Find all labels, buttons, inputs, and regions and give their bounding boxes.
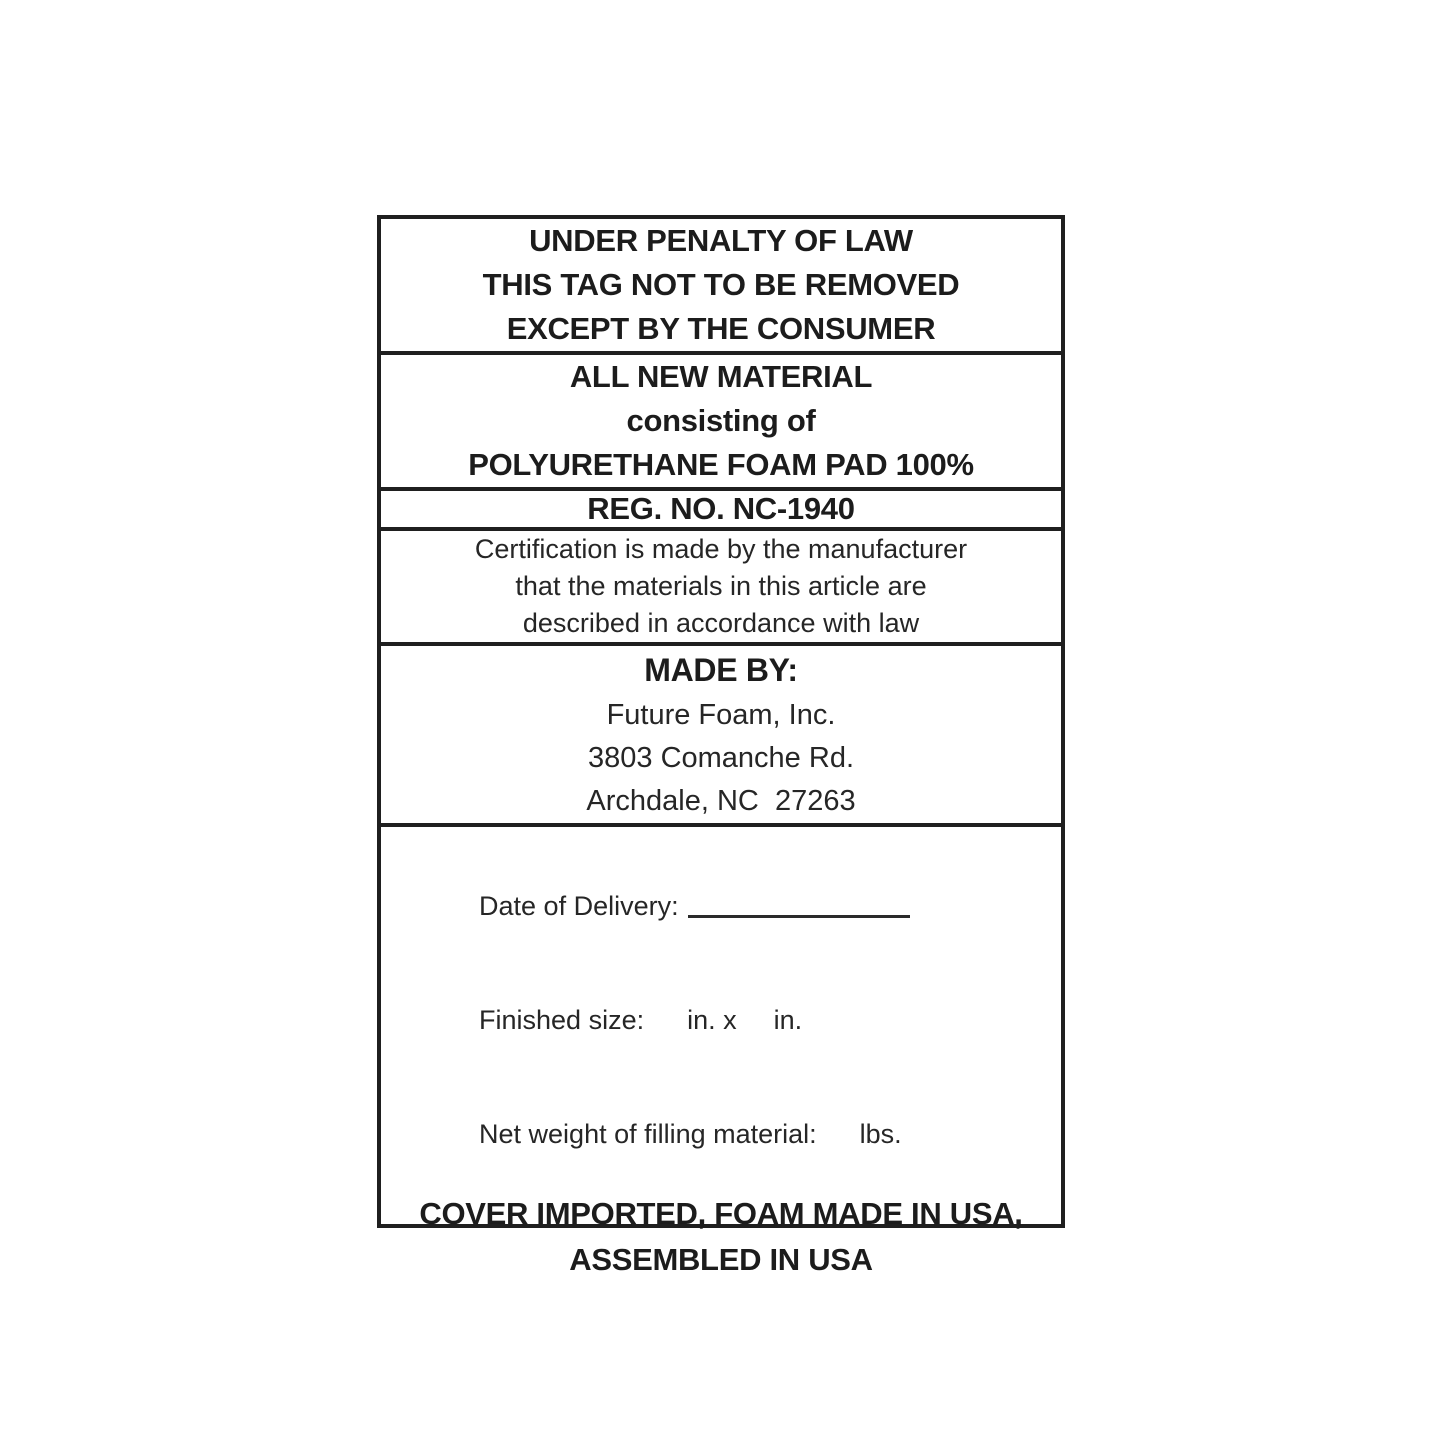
finished-size-row: [404, 963, 1061, 1077]
made-by-heading: MADE BY:: [644, 652, 798, 688]
manufacturer-name: Future Foam, Inc.: [606, 699, 836, 731]
material-line-3: POLYURETHANE FOAM PAD 100%: [468, 447, 974, 482]
delivery-details-block: [381, 849, 1061, 1191]
net-weight-unit: lbs.: [859, 1119, 902, 1149]
certification-line-2: that the materials in this article are: [515, 571, 927, 601]
material-contents-section: [381, 355, 1061, 491]
manufacturer-city-state-zip: Archdale, NC 27263: [586, 785, 856, 817]
penalty-line-3: EXCEPT BY THE CONSUMER: [506, 311, 936, 346]
law-tag-label: [377, 215, 1065, 1277]
finished-size-label: Finished size:: [479, 1005, 645, 1035]
finished-size-unit-2: in.: [773, 1005, 803, 1035]
origin-statement-block: [381, 1191, 1061, 1283]
penalty-warning-section: [381, 219, 1061, 355]
penalty-line-1: UNDER PENALTY OF LAW: [529, 223, 913, 258]
date-of-delivery-blank-line: [688, 895, 910, 918]
net-weight-row: [404, 1077, 1061, 1191]
origin-line-2: ASSEMBLED IN USA: [569, 1242, 873, 1277]
material-line-2: consisting of: [626, 403, 816, 438]
certification-section: [381, 531, 1061, 646]
certification-line-3: described in accordance with law: [522, 608, 920, 638]
registration-number-section: [381, 491, 1061, 531]
material-line-1: ALL NEW MATERIAL: [569, 359, 873, 394]
certification-line-1: Certification is made by the manufacturer: [474, 534, 968, 564]
date-of-delivery-label: Date of Delivery:: [479, 891, 679, 921]
manufacturer-street: 3803 Comanche Rd.: [588, 742, 854, 774]
date-of-delivery-row: [404, 849, 1061, 963]
origin-line-1: COVER IMPORTED, FOAM MADE IN USA,: [419, 1196, 1023, 1231]
registration-number: REG. NO. NC-1940: [587, 491, 855, 526]
net-weight-label: Net weight of filling material:: [479, 1119, 817, 1149]
details-section: [381, 827, 1061, 1299]
manufacturer-section: [381, 646, 1061, 827]
penalty-line-2: THIS TAG NOT TO BE REMOVED: [482, 267, 960, 302]
finished-size-unit-1: in. x: [687, 1005, 737, 1035]
